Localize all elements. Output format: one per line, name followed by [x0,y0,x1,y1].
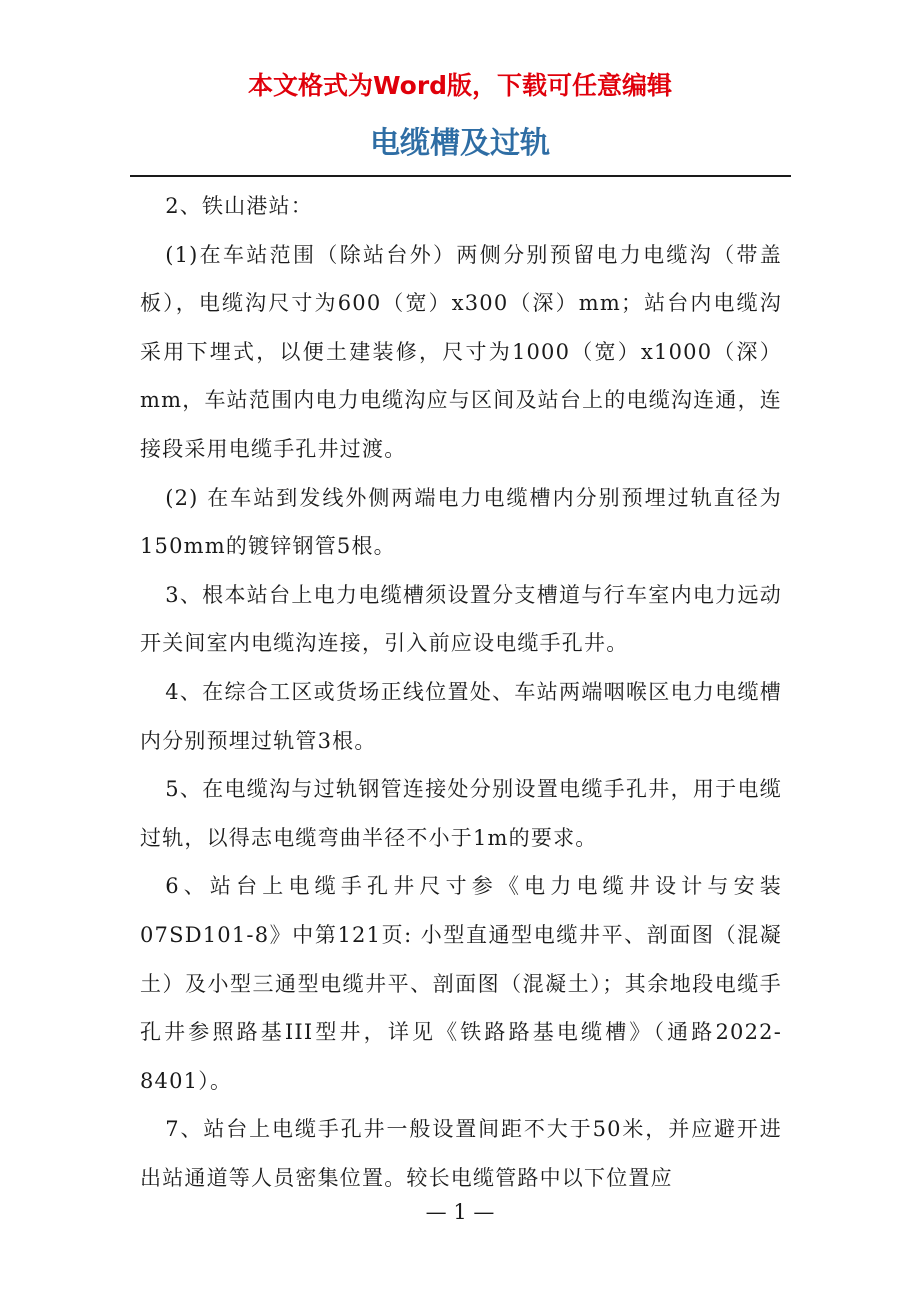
document-body [140,182,782,1202]
document-title: 电缆槽及过轨 [370,126,550,161]
paragraph-item-3: 3、根本站台上电力电缆槽须设置分支槽道与行车室内电力远动开关间室内电缆沟连接，引入前应设电缆手孔井。 [140,582,782,656]
title-divider [130,175,791,177]
page-number: — 1 — [425,1200,495,1224]
paragraph-item-1: (1)在车站范围（除站台外）两侧分别预留电力电缆沟（带盖板），电缆沟尺寸为600（宽）x300（深）mm；站台内电缆沟采用下埋式，以便土建装修，尺寸为1000（宽）x1000（深）mm，车站范围内电力电缆沟应与区间及站台上的电缆沟连通，连接段采用电缆手孔井过渡。 [140,242,782,461]
paragraph-station: 2、铁山港站： [165,194,313,218]
paragraph-item-4: 4、在综合工区或货场正线位置处、车站两端咽喉区电力电缆槽内分别预埋过轨管3根。 [140,679,782,753]
paragraph-item-7: 7、站台上电缆手孔井一般设置间距不大于50米，并应避开进出站通道等人员密集位置。较长电缆管路中以下位置应 [140,1117,782,1190]
paragraph-item-6: 6、站台上电缆手孔井尺寸参《电力电缆井设计与安装07SD101-8》中第121页: 小型直通型电缆井平、剖面图（混凝土）及小型三通型电缆井平、剖面图（混凝土）；其余地段电缆手孔井参照路基III型井，详见《铁路路基电缆槽》（通路2022-8401）。 [140,874,782,1093]
paragraph-item-5: 5、在电缆沟与过轨钢管连接处分别设置电缆手孔井，用于电缆过轨，以得志电缆弯曲半径不小于1m的要求。 [140,777,782,850]
paragraph-item-2: (2) 在车站到发线外侧两端电力电缆槽内分别预埋过轨直径为150mm的镀锌钢管5根。 [140,485,782,559]
format-notice: 本文格式为Word版，下载可任意编辑 [247,71,673,100]
